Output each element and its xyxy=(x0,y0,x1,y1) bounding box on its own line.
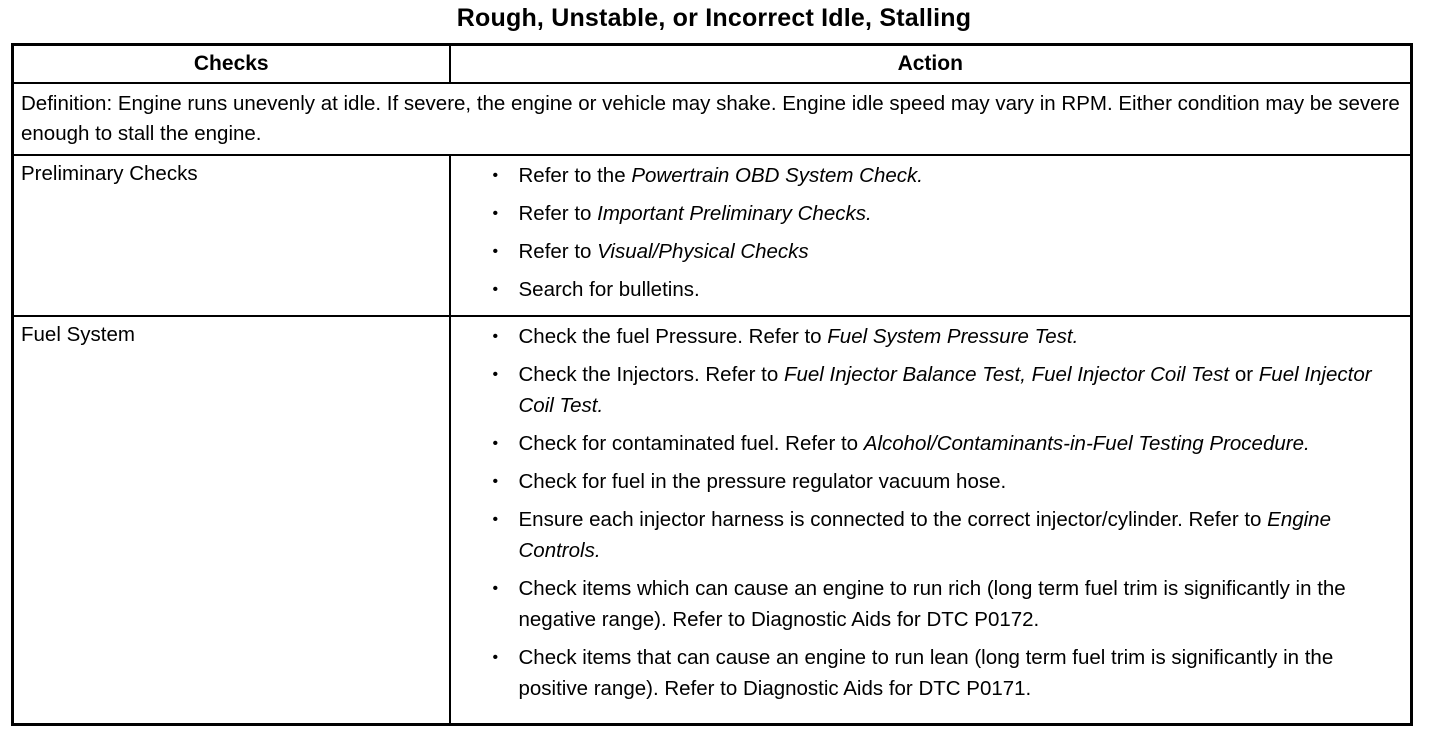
action-item xyxy=(493,428,1403,459)
reference-link-text: Important Preliminary Checks. xyxy=(597,201,872,225)
action-text: Check items that can cause an engine to run lean (long term fuel trim is significantly in the positive range). Refer to Diagnostic Aids for DTC P0171. xyxy=(518,645,1334,700)
action-text: Check items which can cause an engine to run rich (long term fuel trim is significantly in the negative range). Refer to Diagnostic Aids for DTC P0172. xyxy=(518,576,1346,631)
action-text: Ensure each injector harness is connected to the correct injector/cylinder. Refer to xyxy=(518,507,1268,531)
action-text: or xyxy=(1229,362,1259,386)
bullet-icon: • xyxy=(492,365,499,383)
action-item xyxy=(493,321,1403,352)
action-text: Check for fuel in the pressure regulator vacuum hose. xyxy=(518,469,1007,493)
action-cell xyxy=(450,316,1412,725)
header-row xyxy=(13,45,1412,84)
action-cell xyxy=(450,155,1412,316)
table-row xyxy=(13,155,1412,316)
table-row xyxy=(13,316,1412,725)
bullet-icon: • xyxy=(492,327,499,345)
bullet-icon: • xyxy=(492,434,499,452)
action-item xyxy=(493,274,1403,305)
definition-row xyxy=(13,83,1412,155)
bullet-icon: • xyxy=(492,510,499,528)
action-list xyxy=(451,317,1411,708)
bullet-icon: • xyxy=(492,280,499,298)
action-text: Check the Injectors. Refer to xyxy=(518,362,784,386)
bullet-icon: • xyxy=(492,648,499,666)
action-column-header: Action xyxy=(450,45,1412,84)
reference-link-text: Engine Controls. xyxy=(518,507,1331,562)
page-title: Rough, Unstable, or Incorrect Idle, Stalling xyxy=(456,4,972,32)
check-label: Fuel System xyxy=(13,316,450,725)
reference-link-text: Visual/Physical Checks xyxy=(597,239,809,263)
reference-link-text: Alcohol/Contaminants-in-Fuel Testing Procedure. xyxy=(863,431,1310,455)
action-item xyxy=(493,198,1403,229)
bullet-icon: • xyxy=(492,579,499,597)
reference-link-text: Powertrain OBD System Check. xyxy=(631,163,923,187)
action-text: Check the fuel Pressure. Refer to xyxy=(518,324,828,348)
bullet-icon: • xyxy=(492,166,499,184)
action-text: Refer to xyxy=(518,239,598,263)
action-item xyxy=(493,359,1403,421)
action-list xyxy=(451,156,1411,309)
bullet-icon: • xyxy=(492,204,499,222)
action-text: Search for bulletins. xyxy=(518,277,700,301)
action-item xyxy=(493,573,1403,635)
action-item xyxy=(493,236,1403,267)
reference-link-text: Fuel Injector Balance Test, Fuel Injector Coil Test xyxy=(783,362,1230,386)
action-item xyxy=(493,160,1403,191)
action-text: Check for contaminated fuel. Refer to xyxy=(518,431,864,455)
reference-link-text: Fuel Injector Coil Test. xyxy=(518,362,1372,417)
diagnostic-table xyxy=(11,43,1413,726)
action-text: Refer to the xyxy=(518,163,632,187)
action-text: Refer to xyxy=(518,201,598,225)
check-label: Preliminary Checks xyxy=(13,155,450,316)
checks-column-header: Checks xyxy=(13,45,450,84)
definition-text: Definition: Engine runs unevenly at idle. If severe, the engine or vehicle may shake. Engine idle speed may vary in RPM. Either condition may be severe enough to stall the engine. xyxy=(13,83,1412,155)
action-item xyxy=(493,466,1403,497)
reference-link-text: Fuel System Pressure Test. xyxy=(827,324,1079,348)
action-item xyxy=(493,642,1403,704)
bullet-icon: • xyxy=(492,242,499,260)
action-item xyxy=(493,504,1403,566)
bullet-icon: • xyxy=(492,472,499,490)
